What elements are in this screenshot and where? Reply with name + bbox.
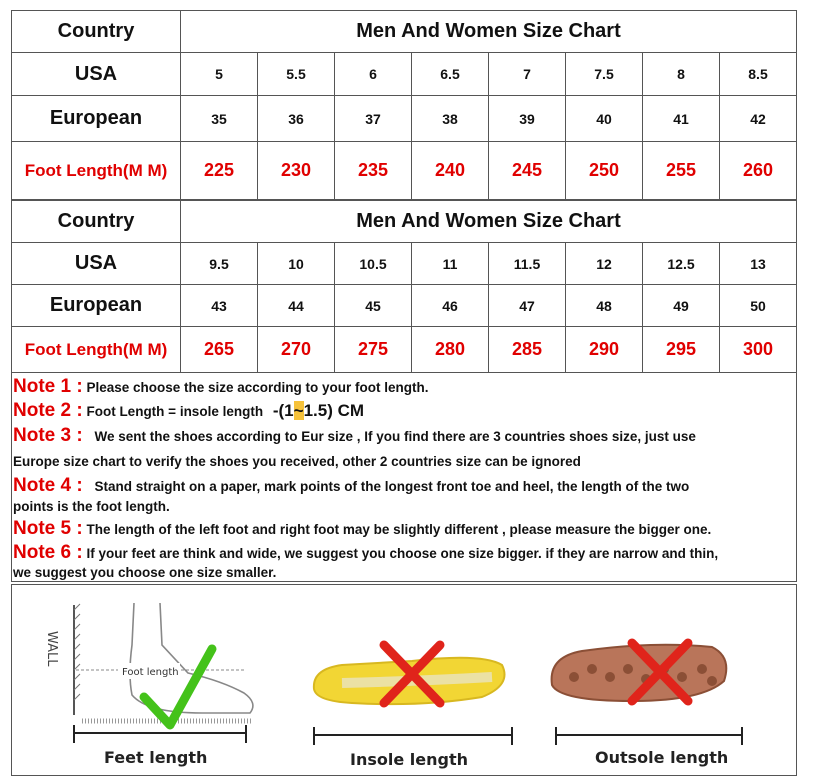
usa-size: 11 [412,243,489,285]
eu-size: 45 [335,285,412,327]
foot-length-value: 270 [258,327,335,373]
foot-length-value: 255 [643,142,720,200]
formula-tilde: ~ [293,401,304,420]
note-4 [13,475,689,497]
country-label: Country [12,201,181,243]
usa-size: 7 [489,53,566,96]
usa-row [12,243,797,285]
usa-size: 11.5 [489,243,566,285]
usa-size: 10.5 [335,243,412,285]
foot-length-label: Foot Length(M M) [12,142,181,200]
feet-length-panel [44,603,253,767]
notes-section [11,372,797,582]
foot-length-value: 290 [566,327,643,373]
caption-insole-length: Insole length [350,750,468,769]
foot-length-value: 235 [335,142,412,200]
eu-size: 46 [412,285,489,327]
eu-size: 40 [566,96,643,142]
eu-size: 48 [566,285,643,327]
foot-length-label: Foot Length(M M) [12,327,181,373]
european-row [12,285,797,327]
header-row [12,201,797,243]
note-5 [13,518,711,540]
note-3-heading: Note 3 : [13,425,83,446]
caption-feet-length: Feet length [104,748,208,767]
foot-length-row [12,327,797,373]
usa-size: 5.5 [258,53,335,96]
note-2 [13,400,364,422]
eu-size: 39 [489,96,566,142]
european-label: European [12,285,181,327]
note-3-cont: Europe size chart to verify the shoes you received, other 2 countries size can be ignored [13,454,581,469]
wall-label: WALL [44,631,59,667]
foot-length-value: 250 [566,142,643,200]
eu-size: 47 [489,285,566,327]
note-3 [13,425,696,447]
note-4-cont: points is the foot length. [13,499,170,514]
foot-length-value: 265 [181,327,258,373]
note-1-heading: Note 1 : [13,376,83,397]
usa-size: 12.5 [643,243,720,285]
note-2-formula [273,401,364,420]
note-5-heading: Note 5 : [13,518,83,539]
note-6-text: If your feet are think and wide, we suggest you choose one size bigger. if they are narrow and thin, [86,546,719,561]
foot-length-value: 245 [489,142,566,200]
eu-size: 43 [181,285,258,327]
eu-size: 42 [720,96,797,142]
usa-size: 6.5 [412,53,489,96]
eu-size: 36 [258,96,335,142]
formula-end: 1.5) CM [303,401,365,420]
note-1 [13,376,429,398]
measurement-illustration [11,584,797,776]
eu-size: 35 [181,96,258,142]
foot-length-row [12,142,797,200]
european-row [12,96,797,142]
foot-length-value: 285 [489,327,566,373]
foot-length-tag: Foot length [122,667,179,678]
note-4-heading: Note 4 : [13,475,83,496]
note-3-text: We sent the shoes according to Eur size , If you find there are 3 countries shoes size, just use [94,429,696,444]
eu-size: 44 [258,285,335,327]
foot-length-value: 260 [720,142,797,200]
usa-size: 10 [258,243,335,285]
note-2-text: Foot Length = insole length [86,404,264,419]
usa-size: 7.5 [566,53,643,96]
foot-length-value: 275 [335,327,412,373]
country-label: Country [12,11,181,53]
caption-outsole-length: Outsole length [595,748,729,767]
outsole-length-panel [552,643,742,767]
note-2-heading: Note 2 : [13,400,83,421]
note-5-text: The length of the left foot and right foot may be slightly different , please measure the bigger one. [86,522,712,537]
formula-start: -(1 [272,401,294,420]
note-6 [13,542,718,564]
foot-length-value: 295 [643,327,720,373]
eu-size: 41 [643,96,720,142]
usa-size: 8 [643,53,720,96]
usa-label: USA [12,243,181,285]
foot-length-value: 280 [412,327,489,373]
usa-size: 8.5 [720,53,797,96]
note-6-heading: Note 6 : [13,542,83,563]
usa-size: 13 [720,243,797,285]
note-6-cont: we suggest you choose one size smaller. [13,565,277,580]
european-label: European [12,96,181,142]
note-1-text: Please choose the size according to your foot length. [86,380,429,395]
usa-size: 9.5 [181,243,258,285]
size-chart-table-1 [11,10,797,200]
chart-title: Men And Women Size Chart [181,201,797,243]
foot-length-value: 240 [412,142,489,200]
illustration-svg [12,585,796,775]
usa-size: 5 [181,53,258,96]
note-4-text: Stand straight on a paper, mark points of the longest front toe and heel, the length of the two [94,479,690,494]
foot-length-value: 225 [181,142,258,200]
foot-length-value: 230 [258,142,335,200]
usa-size: 6 [335,53,412,96]
usa-row [12,53,797,96]
size-chart-table-2 [11,200,797,373]
eu-size: 38 [412,96,489,142]
eu-size: 49 [643,285,720,327]
usa-size: 12 [566,243,643,285]
chart-title: Men And Women Size Chart [181,11,797,53]
usa-label: USA [12,53,181,96]
insole-length-panel [314,645,512,769]
header-row [12,11,797,53]
foot-length-value: 300 [720,327,797,373]
eu-size: 50 [720,285,797,327]
eu-size: 37 [335,96,412,142]
